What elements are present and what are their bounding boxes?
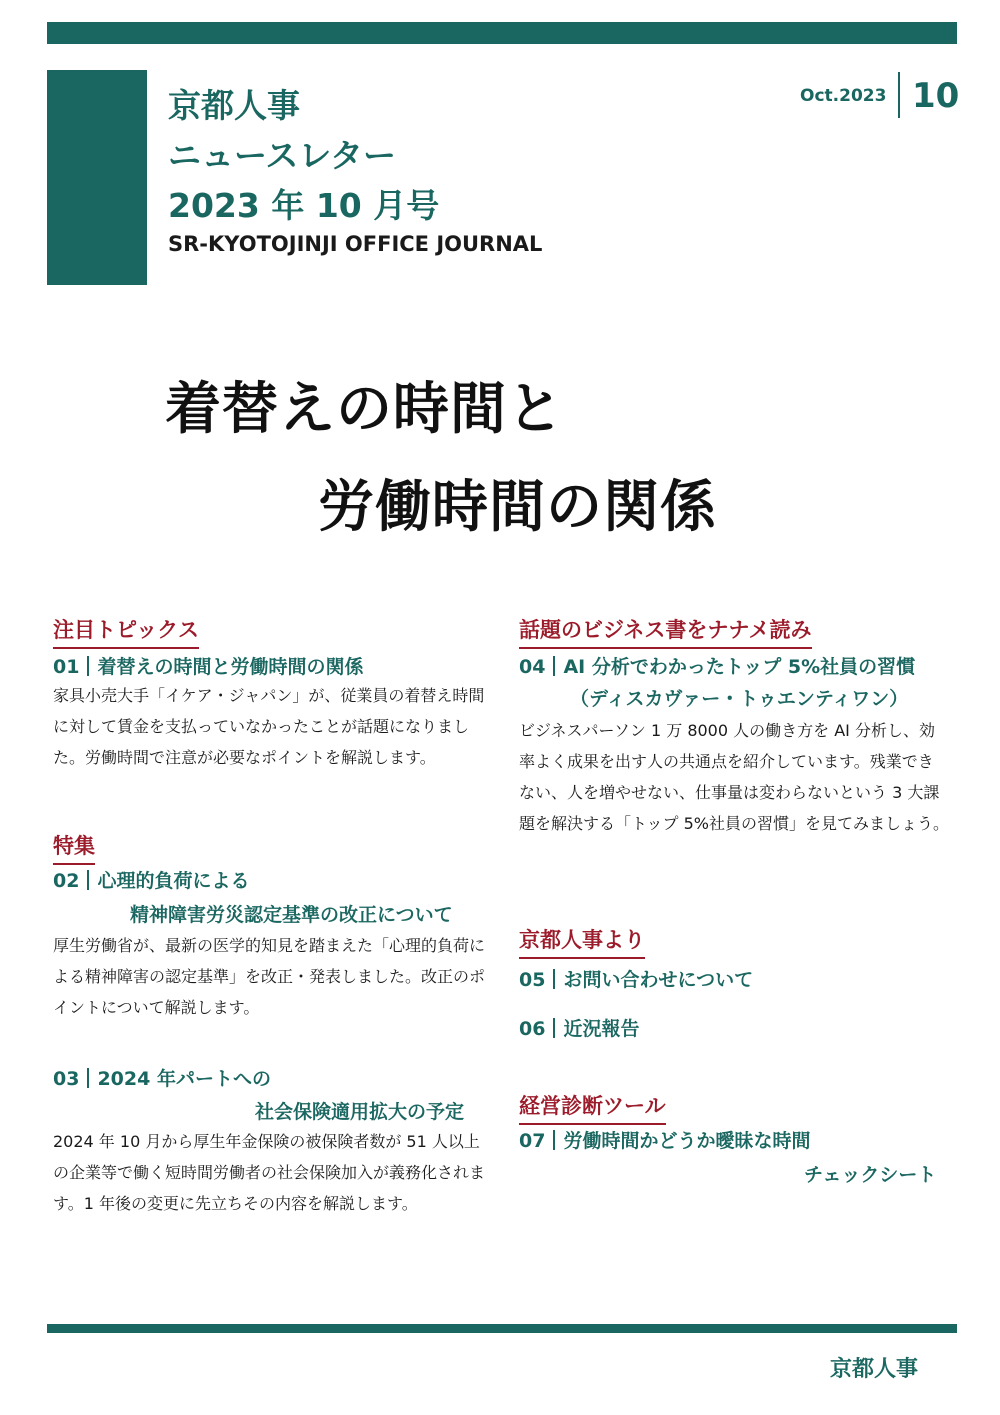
article-separator	[553, 1130, 555, 1150]
article-separator	[553, 969, 555, 989]
article-01-body: 家具小売大手「イケア・ジャパン」が、従業員の着替え時間に対して賃金を支払っていなかったことが話題になりました。労働時間で注意が必要なポイントを解説します。	[53, 686, 485, 767]
article-06-number: 06	[519, 1018, 546, 1040]
article-07-number: 07	[519, 1130, 546, 1152]
section-heading-topics: 注目トピックス	[53, 614, 199, 649]
masthead-title-line2: ニュースレター	[168, 136, 397, 175]
article-06-title[interactable]	[519, 1014, 639, 1041]
article-06-title-text: 近況報告	[563, 1018, 640, 1040]
issue-date: Oct.2023	[800, 86, 887, 106]
issue-number: 10	[912, 76, 960, 116]
article-separator	[553, 656, 555, 676]
article-03-body: 2024 年 10 月から厚生年金保険の被保険者数が 51 人以上の企業等で働く短時間労働者の社会保険加入が義務化されます。1 年後の変更に先立ちその内容を解説します。	[53, 1132, 486, 1213]
article-07-title-text: 労働時間かどうか曖昧な時間	[563, 1130, 811, 1152]
article-03-title-text: 2024 年パートへの	[97, 1068, 271, 1090]
headline-line1: 着替えの時間と	[165, 377, 564, 442]
footer-brand: 京都人事	[830, 1357, 919, 1382]
masthead-title-line3: 2023 年 10 月号	[168, 186, 440, 225]
masthead-block	[47, 70, 147, 285]
article-separator	[87, 870, 89, 890]
article-04-title-text: AI 分析でわかったトップ 5%社員の習慣	[563, 656, 916, 678]
article-03-title[interactable]	[53, 1064, 271, 1091]
article-02-body: 厚生労働省が、最新の医学的知見を踏まえた「心理的負荷による精神障害の認定基準」を改正・発表しました。改正のポイントについて解説します。	[53, 936, 486, 1017]
article-separator	[87, 656, 89, 676]
section-heading-business-books: 話題のビジネス書をナナメ読み	[519, 614, 812, 649]
article-02-number: 02	[53, 870, 80, 892]
issue-divider	[898, 72, 900, 118]
article-04-subtitle: （ディスカヴァー・トゥエンティワン）	[570, 688, 909, 710]
article-01-title[interactable]	[53, 652, 363, 679]
article-03-number: 03	[53, 1068, 80, 1090]
article-02-title[interactable]	[53, 866, 249, 893]
article-05-number: 05	[519, 969, 546, 991]
section-heading-feature: 特集	[53, 830, 95, 865]
article-02-subtitle: 精神障害労災認定基準の改正について	[130, 904, 453, 926]
article-03-subtitle: 社会保険適用拡大の予定	[255, 1101, 465, 1123]
masthead-title-line1: 京都人事	[168, 86, 300, 125]
bottom-bar	[47, 1324, 957, 1333]
section-heading-from-kyotojinji: 京都人事より	[519, 924, 645, 959]
article-04-title[interactable]	[519, 652, 915, 679]
article-separator	[87, 1068, 89, 1088]
article-07-title[interactable]	[519, 1126, 810, 1153]
article-01-title-text: 着替えの時間と労働時間の関係	[97, 656, 364, 678]
article-01-number: 01	[53, 656, 80, 678]
article-02-title-text: 心理的負荷による	[97, 870, 250, 892]
journal-name: SR-KYOTOJINJI OFFICE JOURNAL	[168, 232, 543, 256]
article-04-number: 04	[519, 656, 546, 678]
top-bar	[47, 22, 957, 44]
section-heading-diagnostic-tool: 経営診断ツール	[519, 1090, 666, 1125]
article-separator	[553, 1018, 555, 1038]
article-05-title[interactable]	[519, 965, 753, 992]
article-07-subtitle: チェックシート	[804, 1164, 937, 1186]
article-05-title-text: お問い合わせについて	[563, 969, 754, 991]
article-04-body: ビジネスパーソン 1 万 8000 人の働き方を AI 分析し、効率よく成果を出す人の共通点を紹介しています。残業できない、人を増やせない、仕事量は変わらないという 3 大課題を解決する「トップ 5%社員の習慣」を見てみましょう。	[519, 721, 949, 833]
headline-line2: 労働時間の関係	[318, 475, 717, 540]
